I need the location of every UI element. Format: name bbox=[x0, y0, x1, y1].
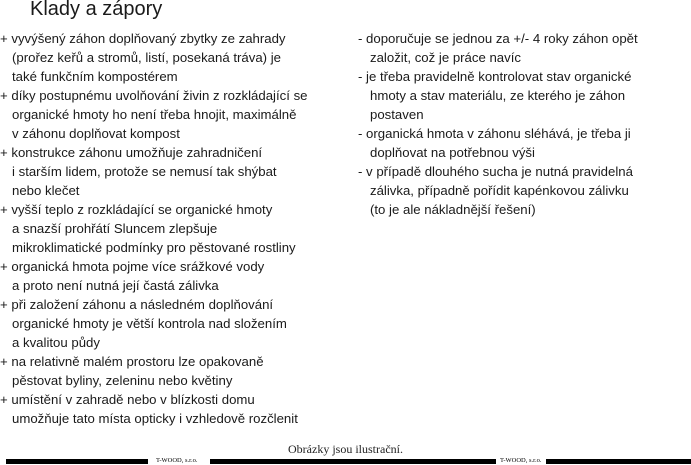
footer-rule-1 bbox=[6, 459, 148, 464]
brand-label-2: T-WOOD, s.r.o. bbox=[500, 457, 542, 464]
con-item-line: hmoty a stav materiálu, ze kterého je záhon bbox=[370, 88, 626, 103]
pro-item-line: organické hmoty ho není třeba hnojit, maximálně bbox=[12, 107, 297, 122]
pro-item bbox=[0, 86, 350, 143]
pros-list bbox=[0, 29, 350, 428]
pro-item-line: také funkčním kompostérem bbox=[12, 69, 178, 84]
pro-item-line: v záhonu doplňovat kompost bbox=[12, 126, 180, 141]
pro-item-line: + umístění v zahradě nebo v blízkosti domu bbox=[0, 392, 255, 407]
pro-item-line: a kvalitou půdy bbox=[12, 335, 100, 350]
pro-item-line: + vyšší teplo z rozkládající se organické hmoty bbox=[0, 202, 273, 217]
footer-rule-3 bbox=[546, 459, 691, 464]
pro-item-line: + díky postupnému uvolňování živin z rozkládající se bbox=[0, 88, 308, 103]
footer-rule-2 bbox=[210, 459, 496, 464]
con-item-line: zálivka, případně pořídit kapénkovou zálivku bbox=[370, 183, 629, 198]
pro-item bbox=[0, 29, 350, 86]
illustration-caption: Obrázky jsou ilustrační. bbox=[288, 442, 403, 456]
con-item-line: (to je ale nákladnější řešení) bbox=[370, 202, 536, 217]
pro-item-line: + na relativně malém prostoru lze opakovaně bbox=[0, 354, 264, 369]
con-item-line: založit, což je práce navíc bbox=[370, 50, 521, 65]
pro-item-line: umožňuje tato místa opticky i vzhledově rozčlenit bbox=[12, 411, 298, 426]
pro-item-line: organické hmoty je větší kontrola nad složením bbox=[12, 316, 287, 331]
pro-item-line: + organická hmota pojme více srážkové vody bbox=[0, 259, 265, 274]
con-item-line: postaven bbox=[370, 107, 424, 122]
pro-item-line: + konstrukce záhonu umožňuje zahradničení bbox=[0, 145, 263, 160]
pro-item bbox=[0, 295, 350, 352]
page-title: Klady a zápory bbox=[30, 0, 163, 20]
pro-item bbox=[0, 390, 350, 428]
pro-item bbox=[0, 257, 350, 295]
pro-item bbox=[0, 200, 350, 257]
footer-bar bbox=[6, 458, 691, 465]
pro-item-line: a proto není nutná její častá zálivka bbox=[12, 278, 219, 293]
con-item bbox=[358, 29, 690, 67]
pro-item-line: pěstovat byliny, zeleninu nebo květiny bbox=[12, 373, 233, 388]
pro-item-line: i starším lidem, protože se nemusí tak shýbat bbox=[12, 164, 277, 179]
con-item-line: doplňovat na potřebnou výši bbox=[370, 145, 535, 160]
con-item bbox=[358, 162, 690, 219]
con-item bbox=[358, 124, 690, 162]
pro-item-line: + při založení záhonu a následném doplňování bbox=[0, 297, 274, 312]
pro-item bbox=[0, 352, 350, 390]
con-item-line: - je třeba pravidelně kontrolovat stav organické bbox=[358, 69, 632, 84]
pro-item-line: nebo klečet bbox=[12, 183, 80, 198]
con-item-line: - doporučuje se jednou za +/- 4 roky záhon opět bbox=[358, 31, 638, 46]
brand-label-1: T-WOOD, s.r.o. bbox=[156, 457, 198, 464]
pro-item bbox=[0, 143, 350, 200]
con-item-line: - v případě dlouhého sucha je nutná pravidelná bbox=[358, 164, 633, 179]
con-item bbox=[358, 67, 690, 124]
pro-item-line: (prořez keřů a stromů, listí, posekaná tráva) je bbox=[12, 50, 281, 65]
cons-list bbox=[358, 29, 690, 219]
pro-item-line: + vyvýšený záhon doplňovaný zbytky ze zahrady bbox=[0, 31, 286, 46]
con-item-line: - organická hmota v záhonu sléhává, je třeba ji bbox=[358, 126, 631, 141]
pro-item-line: mikroklimatické podmínky pro pěstované rostliny bbox=[12, 240, 296, 255]
pro-item-line: a snazší prohřátí Sluncem zlepšuje bbox=[12, 221, 218, 236]
